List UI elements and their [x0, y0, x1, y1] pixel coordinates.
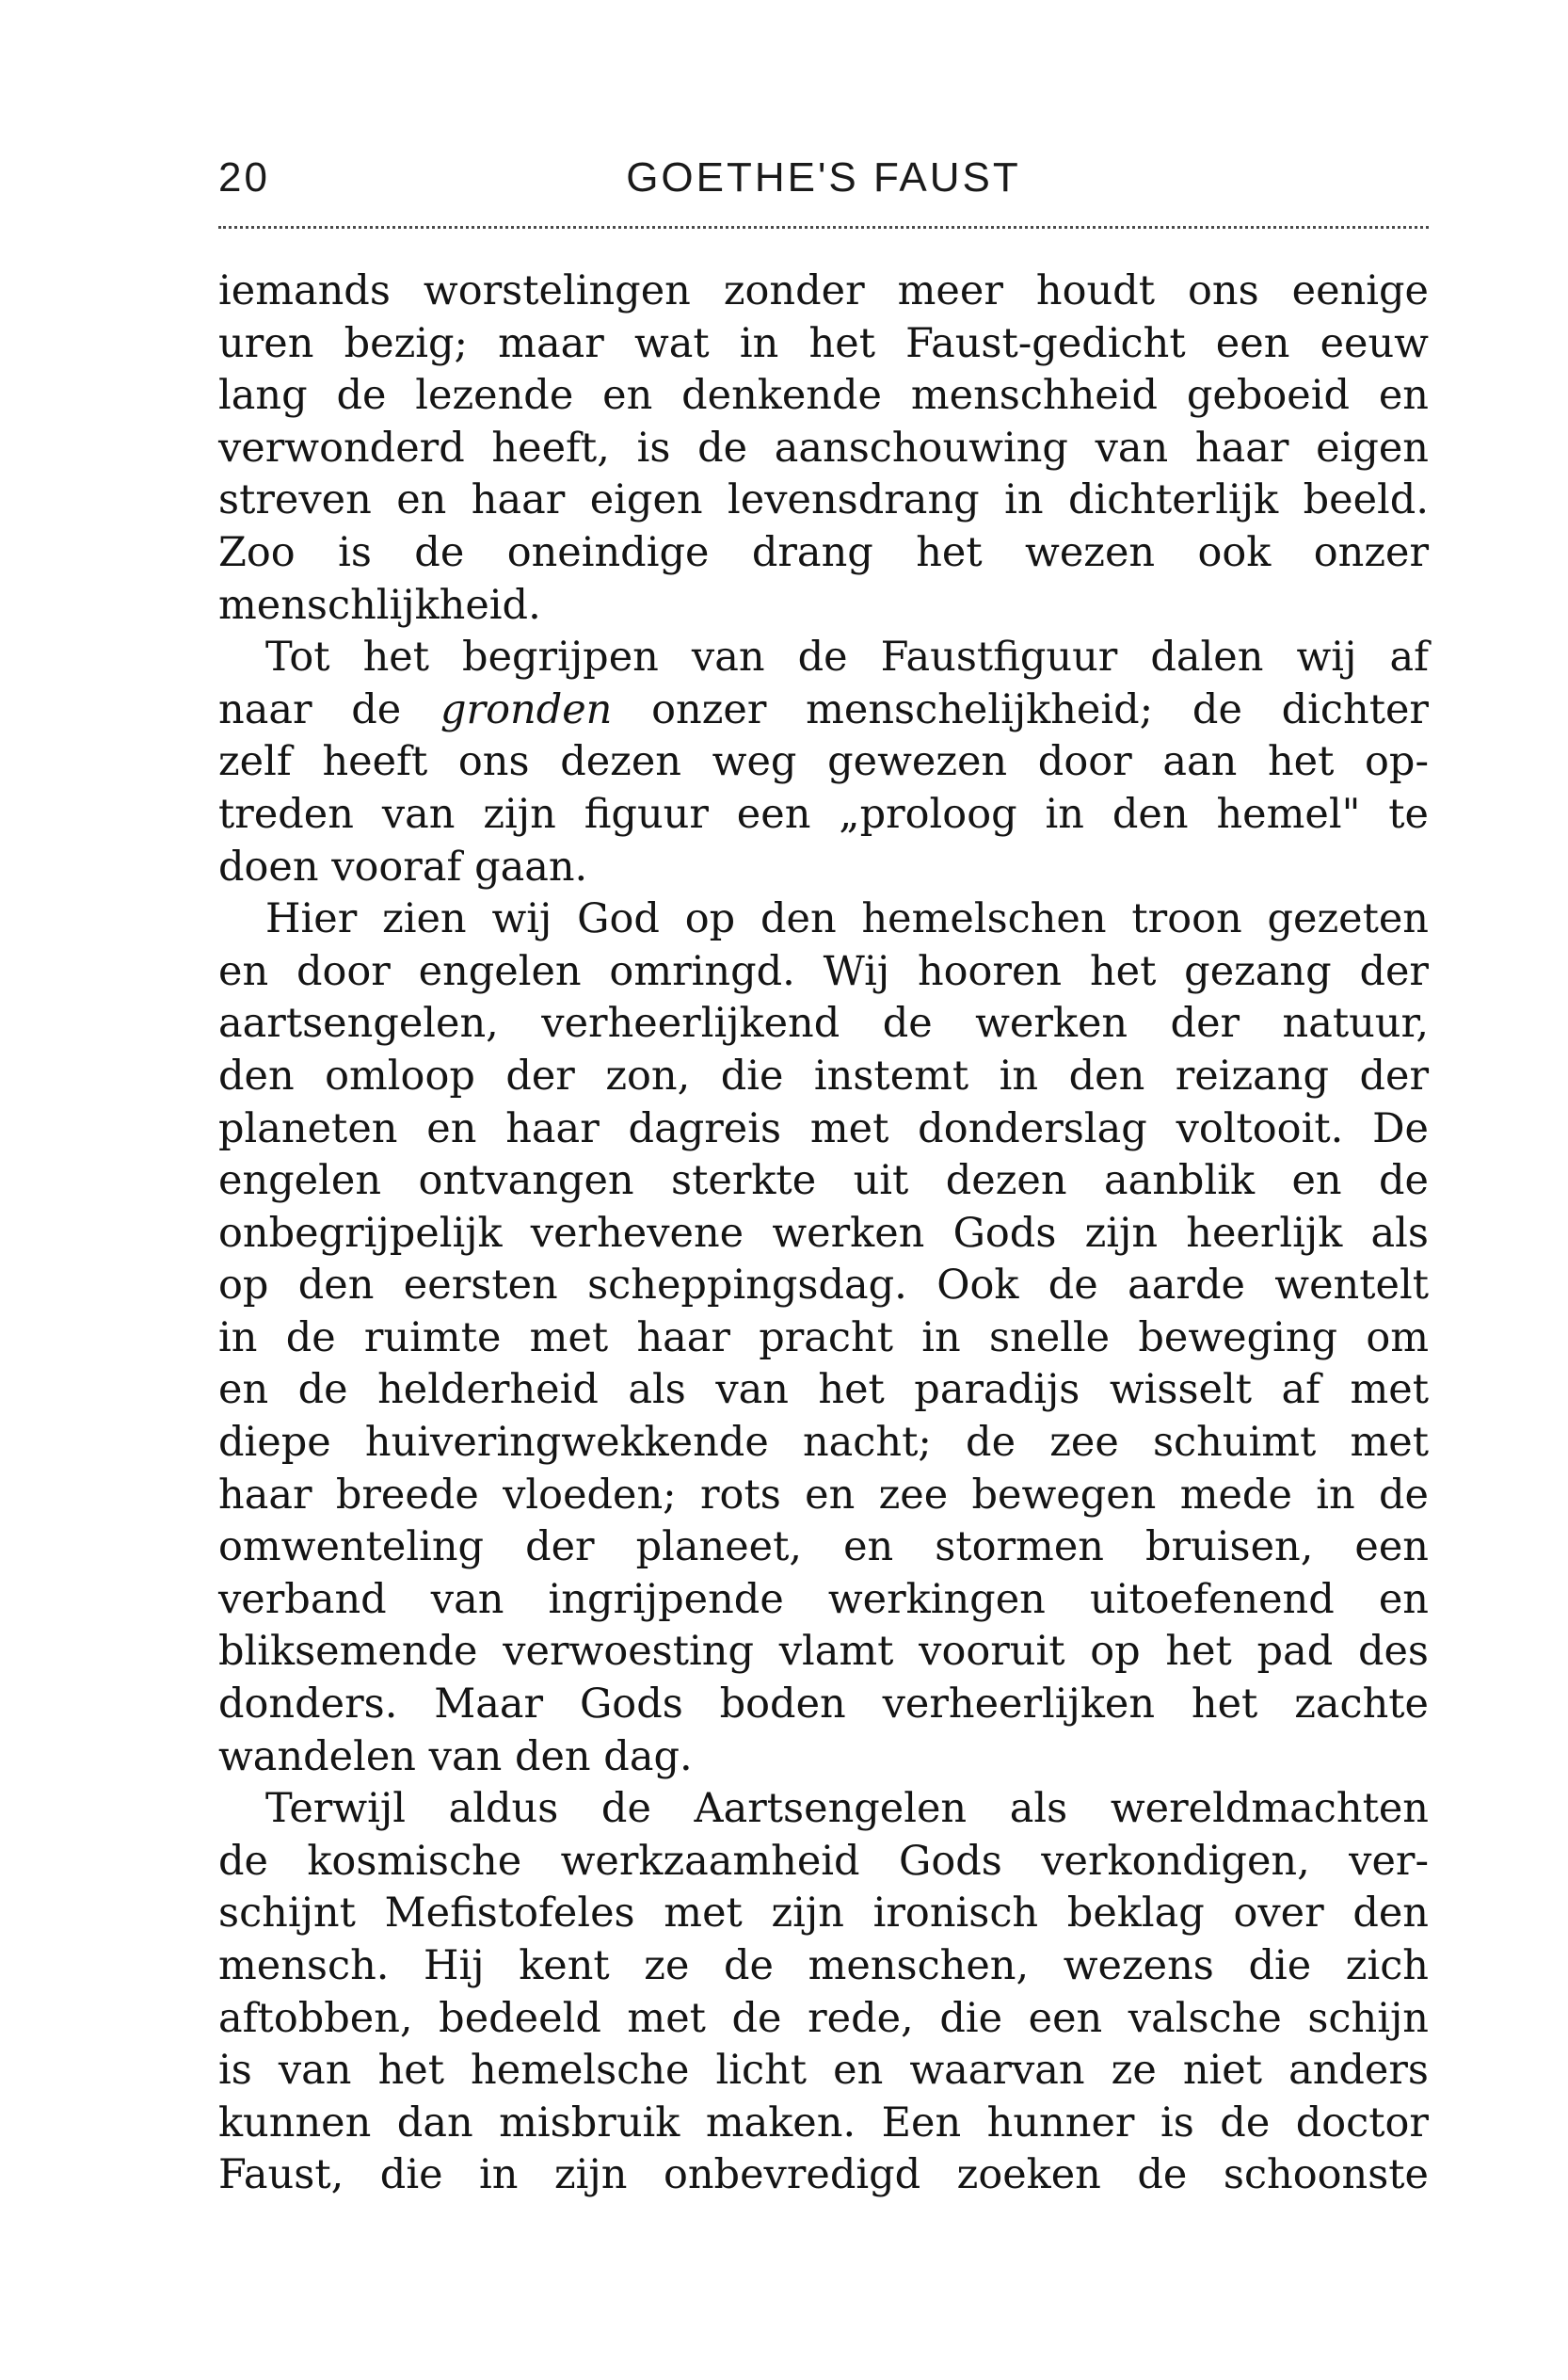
text-line: kunnen dan misbruik maken. Een hunner is de doctor [218, 2099, 1429, 2147]
text-line: zelf heeft ons dezen weg gewezen door aan het op- [218, 738, 1429, 786]
body-text [218, 265, 1429, 2202]
text-line: den omloop der zon, die instemt in den reizang der [218, 1052, 1429, 1100]
text-line: menschlijkheid. [218, 581, 541, 629]
header-divider [218, 226, 1429, 229]
text-line: onbegrijpelijk verhevene werken Gods zijn heerlijk als [218, 1209, 1429, 1257]
text-line: wandelen van den dag. [218, 1732, 693, 1780]
text-line: mensch. Hij kent ze de menschen, wezens die zich [218, 1942, 1429, 1989]
text-line: aartsengelen, verheerlijkend de werken der natuur, [218, 1000, 1429, 1048]
text-line: verwonderd heeft, is de aanschouwing van haar eigen [218, 424, 1429, 472]
text-line: diepe huiveringwekkende nacht; de zee schuimt met [218, 1419, 1429, 1467]
text-line: streven en haar eigen levensdrang in dichterlijk beeld. [218, 476, 1429, 524]
text-line: Faust, die in zijn onbevredigd zoeken de schoonste [218, 2151, 1429, 2199]
text-line: doen vooraf gaan. [218, 843, 588, 891]
text-line: Tot het begrijpen van de Faustfiguur dalen wij af [265, 634, 1429, 682]
text-line: Terwijl aldus de Aartsengelen als wereldmachten [265, 1785, 1429, 1833]
text-line: haar breede vloeden; rots en zee bewegen mede in de [218, 1471, 1429, 1519]
emphasized-word: gronden [440, 685, 613, 733]
text-line: engelen ontvangen sterkte uit dezen aanblik en de [218, 1157, 1429, 1205]
text-line: en de helderheid als van het paradijs wisselt af met [218, 1366, 1429, 1414]
text-line: lang de lezende en denkende menschheid geboeid en [218, 372, 1429, 420]
paragraph [218, 265, 1429, 632]
text-line: bliksemende verwoesting vlamt vooruit op het pad des [218, 1628, 1429, 1676]
text-line: uren bezig; maar wat in het Faust-gedicht een eeuw [218, 319, 1429, 367]
text-line: is van het hemelsche licht en waarvan ze niet anders [218, 2047, 1429, 2095]
text-line: donders. Maar Gods boden verheerlijken het zachte [218, 1680, 1429, 1729]
page-number: 20 [218, 154, 270, 201]
page-header [218, 154, 1429, 220]
text-line: verband van ingrijpende werkingen uitoefenend en [218, 1575, 1429, 1623]
text-line: treden van zijn figuur een „proloog in den hemel" te [218, 790, 1429, 838]
text-line: en door engelen omringd. Wij hooren het gezang der [218, 947, 1429, 995]
text-line: planeten en haar dagreis met donderslag voltooit. De [218, 1104, 1429, 1152]
paragraph [218, 893, 1429, 1783]
text-line: Hier zien wij God op den hemelschen troon gezeten [265, 895, 1429, 943]
text-line: op den eersten scheppingsdag. Ook de aarde wentelt [218, 1262, 1429, 1310]
text-line: iemands worstelingen zonder meer houdt ons eenige [218, 267, 1429, 314]
paragraph [218, 632, 1429, 893]
running-title: GOETHE'S FAUST [626, 154, 1021, 201]
text-line: Zoo is de oneindige drang het wezen ook onzer [218, 528, 1429, 576]
text-line: omwenteling der planeet, en stormen bruisen, een [218, 1523, 1429, 1571]
paragraph [218, 1783, 1429, 2202]
text-line: naar de gronden onzer menschelijkheid; de dichter [218, 685, 1429, 733]
text-line: schijnt Mefistofeles met zijn ironisch beklag over den [218, 1890, 1429, 1938]
text-line: in de ruimte met haar pracht in snelle beweging om [218, 1313, 1429, 1361]
text-line: aftobben, bedeeld met de rede, die een valsche schijn [218, 1994, 1429, 2042]
text-line: de kosmische werkzaamheid Gods verkondigen, ver- [218, 1837, 1429, 1885]
